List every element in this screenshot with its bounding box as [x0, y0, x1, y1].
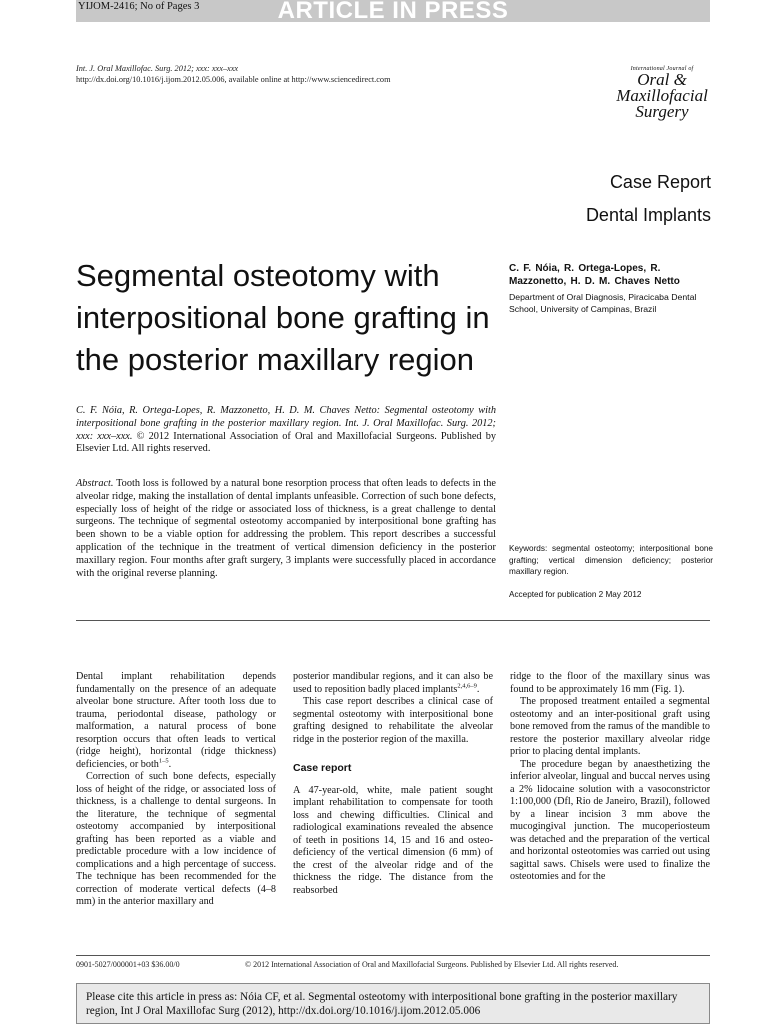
abstract-text: Tooth loss is followed by a natural bone resorption process that often leads to defects in the alveolar ridge, making the installation of dental implants unfeasible. Correction of such bone defects, especially loss of height of the ridge or associated loss of thickness, is a great challenge to dental surgeons. The technique of segmental osteotomy accompanied by interpositional bone grafting has been shown to be a viable option for addressing the problem. This report describes a successful application of the technique in the treatment of vertical dimension deficiency in the posterior maxillary region. Four months after graft surgery, 3 implants were successfully placed in accordance with the original reverse planning.	[76, 478, 496, 579]
body-column-2	[293, 671, 493, 897]
paragraph-end: .	[168, 758, 172, 770]
body-column-3	[510, 671, 710, 884]
abstract-label: Abstract.	[76, 478, 114, 489]
logo-subtitle: International Journal of	[630, 66, 694, 72]
paragraph: The proposed treatment entailed a segmental osteotomy and an inter-positional graft using bone removed from the ramus of the mandible to restore the posterior maxillary alveolar ridge prior to placing dental implants.	[510, 696, 710, 757]
copyright-notice: © 2012 International Association of Oral and Maxillofacial Surgeons. Published by Elsevier Ltd. All rights reserved.	[76, 430, 497, 455]
logo-line-1: Oral &	[637, 70, 687, 89]
citation-reference: C. F. Nóia, R. Ortega-Lopes, R. Mazzonetto, H. D. M. Chaves Netto: Segmental osteotomy with interpositional bone grafting in the posterior maxillary region. Int. J. Oral Maxillofac. Surg. 2012; xxx: xxx–xxx.	[76, 405, 496, 442]
body-column-1	[76, 671, 276, 909]
article-type-section: Dental Implants	[585, 205, 711, 225]
paragraph: Correction of such bone defects, especially loss of height of the ridge, or associated loss of thickness, is a challenge to dental surgeons. In the literature, the technique of segmental osteotomy accompanied by interpositional grafting has been reported as a viable and predictable procedure with a low incidence of complications and a high percentage of success. The technique has been recommended for the correction of moderate vertical defects (4–8 mm) in the anterior maxillary and	[76, 771, 276, 907]
paragraph	[76, 671, 276, 771]
issn-price-line: 0901-5027/000001+03 $36.00/0	[76, 960, 180, 969]
paragraph: The procedure began by anaesthetizing the inferior alveolar, lingual and buccal nerves using a 2% lidocaine solution with a vasoconstrictor 1:100,000 (Dfl, Rio de Janeiro, Brazil), followed by a linear incision 3 mm above the mucogingival junction. The mucoperiosteum was detached and the preparation of the vertical and horizontal osteotomies was carried out using sagittal saws. Chisels were used to finalize the osteotomies and for the	[510, 758, 710, 882]
authors-block	[509, 262, 714, 315]
article-in-press-label: ARTICLE IN PRESS	[277, 0, 509, 24]
author-names: C. F. Nóia, R. Ortega-Lopes, R. Mazzonetto, H. D. M. Chaves Netto	[509, 263, 680, 287]
article-type	[586, 166, 711, 232]
paragraph	[293, 671, 493, 696]
paragraph: A 47-year-old, white, male patient sought implant rehabilitation to compensate for tooth loss and chewing difficulties. Clinical and radiological examinations revealed the absence of teeth in positions 14, 15 and 16 and osteo-deficiency of the vertical dimension (6 mm) of the crest of the alveolar ridge and of the thickness the ridge. The distance from the reabsorbed	[293, 784, 493, 896]
accepted-date: Accepted for publication 2 May 2012	[509, 590, 642, 599]
journal-citation	[76, 63, 391, 85]
logo-line-2: Maxillofacial	[616, 86, 708, 105]
article-title: Segmental osteotomy with interpositional bone grafting in the posterior maxillary region	[76, 258, 490, 377]
paragraph-text: posterior mandibular regions, and it can also be used to reposition badly placed implants	[293, 671, 493, 695]
how-to-cite-block	[76, 405, 496, 456]
footer-divider	[76, 955, 710, 956]
article-in-press-banner	[76, 0, 710, 22]
reference-citation[interactable]: 2,4,6–9	[457, 682, 477, 690]
journal-reference: Int. J. Oral Maxillofac. Surg. 2012; xxx: xxx–xxx	[76, 64, 239, 73]
author-affiliation: Department of Oral Diagnosis, Piracicaba Dental School, University of Campinas, Brazil	[509, 292, 697, 314]
please-cite-box: Please cite this article in press as: Nóia CF, et al. Segmental osteotomy with interpositional bone grafting in the posterior maxillary region, Int J Oral Maxillofac Surg (2012), http://dx.doi.org/10.1016/j.ijom.2012.05.006	[76, 983, 710, 1024]
paragraph: ridge to the floor of the maxillary sinus was found to be approximately 16 mm (Fig. 1).	[510, 671, 710, 695]
paragraph: This case report describes a clinical case of segmental osteotomy with interpositional bone grafting designed to rehabilitate the alveolar ridge in the posterior region of the maxilla.	[293, 696, 493, 745]
abstract	[76, 478, 496, 580]
section-divider	[76, 620, 710, 621]
paragraph-text: Dental implant rehabilitation depends fundamentally on the presence of an adequate alveolar bone structure. After tooth loss due to trauma, periodontal disease, pathology or malformation, a natural process of bone resorption occurs that often leads to vertical (ridge height), horizontal (ridge thickness) deficiencies, or both	[76, 671, 276, 770]
manuscript-id: YIJOM-2416; No of Pages 3	[78, 1, 200, 12]
journal-logo	[612, 66, 712, 120]
keywords: Keywords: segmental osteotomy; interpositional bone grafting; vertical dimension deficiency; posterior maxillary region.	[509, 544, 713, 576]
section-heading-case-report: Case report	[293, 762, 352, 774]
article-type-primary: Case Report	[609, 172, 711, 192]
doi-link[interactable]: http://dx.doi.org/10.1016/j.ijom.2012.05.006, available online at http://www.sciencedirect.com	[76, 75, 391, 84]
logo-line-3: Surgery	[635, 102, 689, 121]
footer-copyright: © 2012 International Association of Oral and Maxillofacial Surgeons. Published by Elsevier Ltd. All rights reserved.	[245, 960, 619, 969]
reference-citation[interactable]: 1–5	[158, 757, 169, 765]
paragraph-end: .	[476, 683, 480, 695]
